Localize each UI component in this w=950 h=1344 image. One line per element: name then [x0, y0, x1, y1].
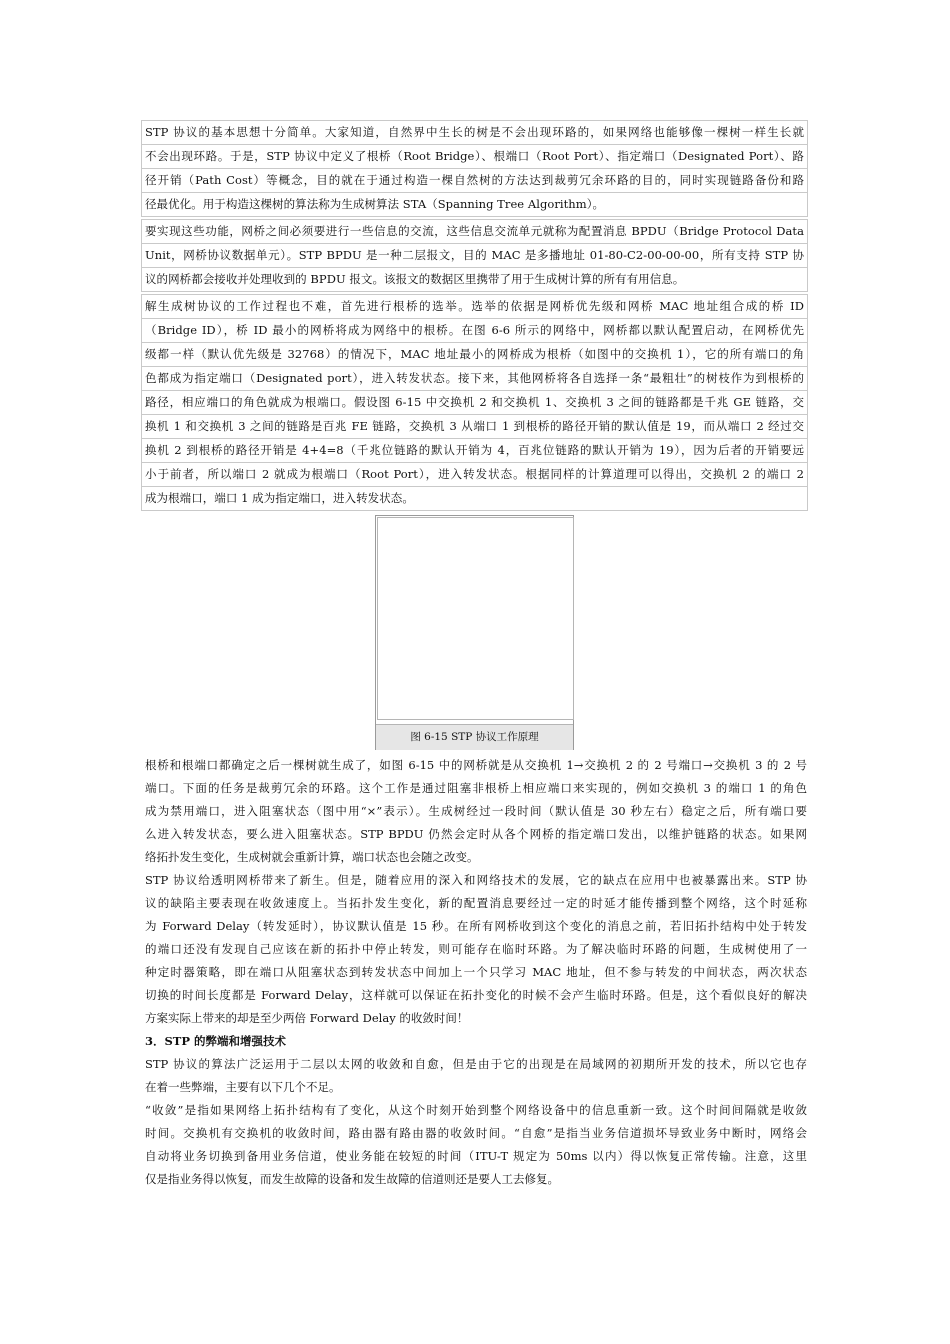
- text-line: 成为根端口，端口 1 成为指定端口，进入转发状态。: [141, 486, 808, 511]
- text-line: 不会出现环路。于是，STP 协议中定义了根桥（Root Bridge）、根端口（Root Port）、指定端口（Designated Port）、路: [141, 144, 808, 168]
- boxed-paragraph-stp-basics: [141, 120, 808, 217]
- text-line: 要实现这些功能，网桥之间必须要进行一些信息的交流，这些信息交流单元就称为配置消息 BPDU（Bridge Protocol Data: [141, 219, 808, 243]
- body-text: [145, 754, 807, 1191]
- text-line: 路径，相应端口的角色就成为根端口。假设图 6-15 中交换机 2 和交换机 1、交换机 3 之间的链路都是千兆 GE 链路，交: [141, 390, 808, 414]
- text-line: 径开销（Path Cost）等概念，目的就在于通过构造一棵自然树的方法达到裁剪冗余环路的目的，同时实现链路备份和路: [141, 168, 808, 192]
- text-line: Unit，网桥协议数据单元）。STP BPDU 是一种二层报文，目的 MAC 是多播地址 01-80-C2-00-00-00，所有支持 STP 协: [141, 243, 808, 267]
- text-line: 径最优化。用于构造这棵树的算法称为生成树算法 STA（Spanning Tree Algorithm）。: [141, 192, 808, 217]
- text-line: 色都成为指定端口（Designated port），进入转发状态。接下来，其他网桥将各自选择一条“最粗壮”的树枝作为到根桥的: [141, 366, 808, 390]
- text-line: 解生成树协议的工作过程也不难，首先进行根桥的选举。选举的依据是网桥优先级和网桥 MAC 地址组合成的桥 ID: [141, 294, 808, 318]
- text-line: 切换的时间长度都是 Forward Delay，这样就可以保证在拓扑变化的时候不会产生临时环路。但是，这个看似良好的解决: [145, 988, 807, 1002]
- text-line: 为 Forward Delay（转发延时），协议默认值是 15 秒。在所有网桥收到这个变化的消息之前，若旧拓扑结构中处于转发: [145, 919, 807, 933]
- text-line: 方案实际上带来的却是至少两倍 Forward Delay 的收敛时间！: [145, 1011, 469, 1025]
- text-line: 络拓扑发生变化，生成树就会重新计算，端口状态也会随之改变。: [145, 850, 479, 864]
- text-line: 仅是指业务得以恢复，而发生故障的设备和发生故障的信道则还是要人工去修复。: [145, 1172, 559, 1186]
- text-line: 端口。下面的任务是裁剪冗余的环路。这个工作是通过阻塞非根桥上相应端口来实现的，例如交换机 3 的端口 1 的角色: [145, 781, 807, 795]
- text-line: （Bridge ID），桥 ID 最小的网桥将成为网络中的根桥。在图 6-6 所示的网络中，网桥都以默认配置启动，在网桥优先: [141, 318, 808, 342]
- text-line: 换机 2 到根桥的路径开销是 4+4=8（千兆位链路的默认开销为 4，百兆位链路的默认开销为 19），因为后者的开销要远: [141, 438, 808, 462]
- text-line: 自动将业务切换到备用业务信道，使业务能在较短的时间（ITU-T 规定为 50ms 以内）得以恢复正常传输。注意，这里: [145, 1149, 807, 1163]
- text-line: 么进入转发状态，要么进入阻塞状态。STP BPDU 仍然会定时从各个网桥的指定端口发出，以维护链路的状态。如果网: [145, 827, 807, 841]
- text-line: “收敛”是指如果网络上拓扑结构有了变化，从这个时刻开始到整个网络设备中的信息重新一致。这个时间间隔就是收敛: [145, 1103, 807, 1117]
- text-line: 级都一样（默认优先级是 32768）的情况下，MAC 地址最小的网桥成为根桥（如图中的交换机 1），它的所有端口的角: [141, 342, 808, 366]
- text-line: 根桥和根端口都确定之后一棵树就生成了，如图 6-15 中的网桥就是从交换机 1→交换机 2 的 2 号端口→交换机 3 的 2 号: [145, 758, 807, 772]
- text-line: 种定时器策略，即在端口从阻塞状态到转发状态中间加上一个只学习 MAC 地址，但不参与转发的中间状态，两次状态: [145, 965, 807, 979]
- text-line: 议的缺陷主要表现在收敛速度上。当拓扑发生变化，新的配置消息要经过一定的时延才能传播到整个网络，这个时延称: [145, 896, 807, 910]
- text-line: STP 协议的算法广泛运用于二层以太网的收敛和自愈，但是由于它的出现是在局域网的初期所开发的技术，所以它也存: [145, 1057, 807, 1071]
- text-line: 小于前者，所以端口 2 就成为根端口（Root Port），进入转发状态。根据同样的计算道理可以得出，交换机 2 的端口 2: [141, 462, 808, 486]
- text-line: 议的网桥都会接收并处理收到的 BPDU 报文。该报文的数据区里携带了用于生成树计算的所有有用信息。: [141, 267, 808, 292]
- text-line: STP 协议的基本思想十分简单。大家知道，自然界中生长的树是不会出现环路的，如果网络也能够像一棵树一样生长就: [141, 120, 808, 144]
- boxed-paragraph-root-election: [141, 294, 808, 511]
- boxed-paragraph-bpdu: [141, 219, 808, 292]
- figure-image-placeholder: [377, 517, 574, 720]
- figure-6-15: [375, 515, 574, 750]
- text-line: 成为禁用端口，进入阻塞状态（图中用“×”表示）。生成树经过一段时间（默认值是 30 秒左右）稳定之后，所有端口要: [145, 804, 807, 818]
- text-line: STP 协议给透明网桥带来了新生。但是，随着应用的深入和网络技术的发展，它的缺点在应用中也被暴露出来。STP 协: [145, 873, 807, 887]
- section-heading: 3．STP 的弊端和增强技术: [145, 1034, 287, 1048]
- text-line: 的端口还没有发现自己应该在新的拓扑中停止转发，则可能存在临时环路。为了解决临时环路的问题，生成树使用了一: [145, 942, 807, 956]
- figure-caption: 图 6-15 STP 协议工作原理: [376, 724, 573, 750]
- text-line: 换机 1 和交换机 3 之间的链路是百兆 FE 链路，交换机 3 从端口 1 到根桥的路径开销的默认值是 19，而从端口 2 经过交: [141, 414, 808, 438]
- text-line: 在着一些弊端，主要有以下几个不足。: [145, 1080, 341, 1094]
- text-line: 时间。交换机有交换机的收敛时间，路由器有路由器的收敛时间。“自愈”是指当业务信道损坏导致业务中断时，网络会: [145, 1126, 807, 1140]
